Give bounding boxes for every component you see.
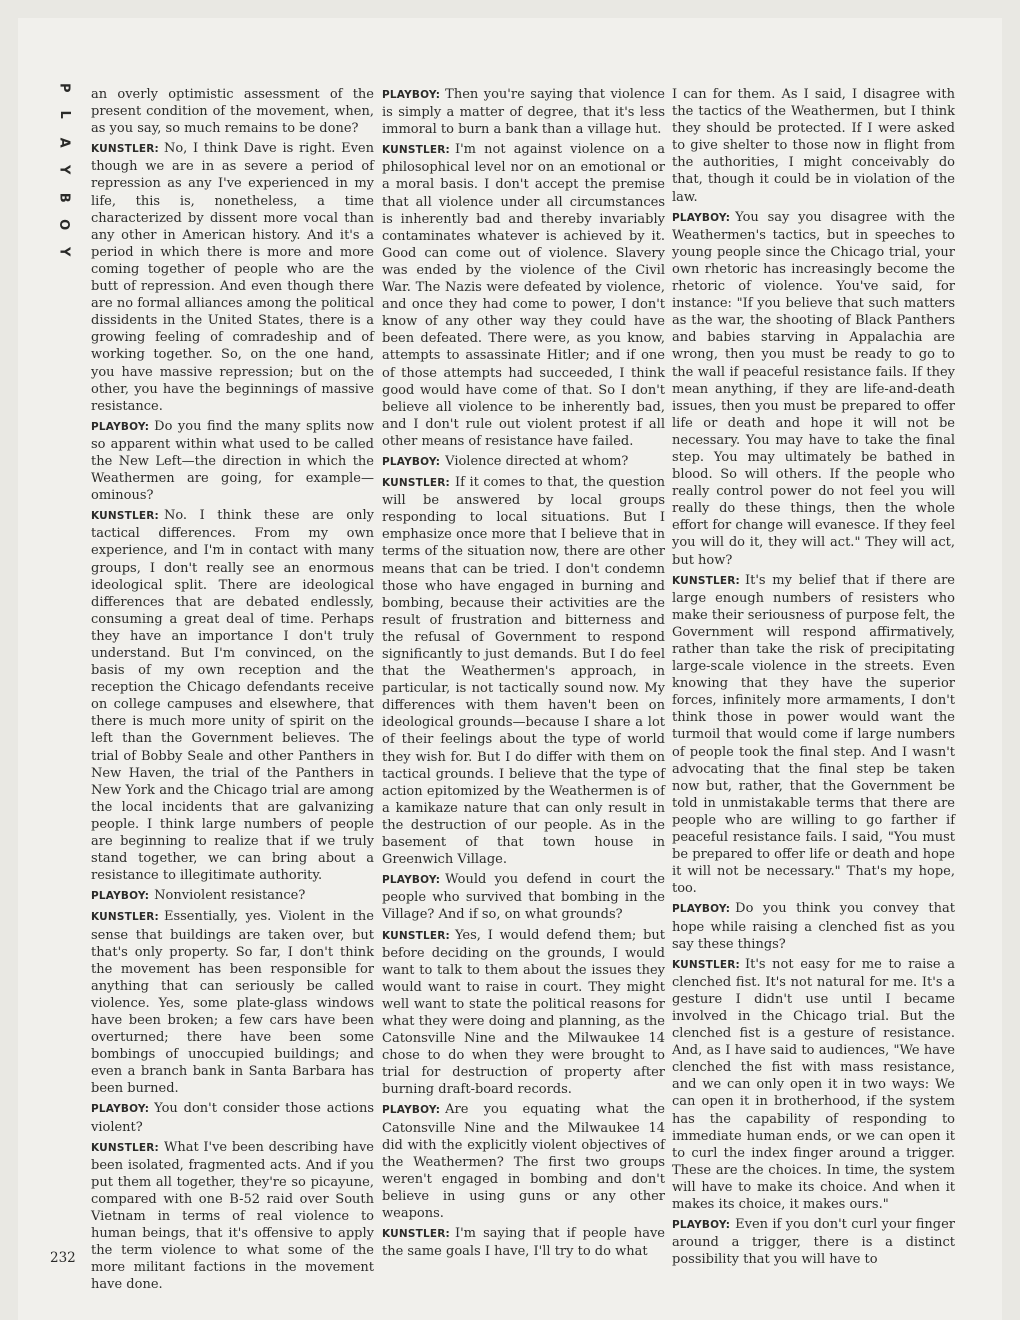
speaker-label: PLAYBOY: — [382, 874, 441, 887]
magazine-page — [18, 18, 1002, 1320]
paragraph-text: Nonviolent resistance? — [154, 888, 306, 904]
paragraph — [672, 209, 955, 569]
speaker-label: PLAYBOY: — [91, 890, 150, 903]
paragraph-text: Even if you don't curl your finger around a trigger, there is a distinct possibility that you will have to — [672, 1217, 955, 1268]
speaker-label: KUNSTLER: — [382, 1228, 450, 1241]
speaker-label: KUNSTLER: — [91, 143, 159, 156]
paragraph — [382, 1225, 665, 1260]
brand-letter: L — [56, 110, 72, 120]
paragraph-text: What I've been describing have been isolated, fragmented acts. And if you put them all together, they're so picayune, compared with one B-52 raid over South Vietnam in terms of real violence to human beings, that it's offensive to apply the term violence to what some of the more militant factions in the movement have done. — [91, 1139, 374, 1293]
paragraph — [91, 908, 374, 1097]
paragraph — [91, 418, 374, 504]
brand-letter: Y — [56, 165, 72, 175]
speaker-label: PLAYBOY: — [382, 455, 441, 468]
paragraph-text: an overly optimistic assessment of the present condition of the movement, when, as you say, so much remains to be done? — [91, 87, 374, 137]
brand-letter: P — [56, 82, 72, 93]
paragraph — [382, 141, 665, 450]
paragraph-text: Yes, I would defend them; but before deciding on the grounds, I would want to talk to them about the issues they would want to raise in court. They might well want to state the political reasons for what they were doing and planning, as the Catonsville Nine and the Milwaukee 14 chose to do when they were brought to trial for destruction of property after burning draft-board records. — [382, 927, 665, 1098]
paragraph — [382, 871, 665, 923]
paragraph-text: No. I think these are only tactical differences. From my own experience, and I'm in contact with many groups, I don't really see an enormous ideological split. There are ideological differences that are debated endlessly, consuming a great deal of time. Perhaps they have an importance I don't truly understand. But I'm convinced, on the basis of my own reception and the reception the Chicago defendants receive on college campuses and elsewhere, that there is much more unity of spirit on the left than the Government believes. The trial of Bobby Seale and other Panthers in New Haven, the trial of the Panthers in New York and the Chicago trial are among the local incidents that are galvanizing people. I think large numbers of people are beginning to realize that if we truly stand together, we can bring about a resistance to illegitimate authority. — [91, 508, 374, 884]
brand-letter: A — [56, 137, 72, 148]
paragraph-text: Essentially, yes. Violent in the sense that buildings are taken over, but that's only property. So far, I don't think the movement has been responsible for anything that can seriously be called violence. Yes, some plate-glass windows have been broken; a few cars have been overturned; there have been some bombings of unoccupied buildings; and even a branch bank in Santa Barbara has been burned. — [91, 909, 374, 1097]
paragraph — [382, 927, 665, 1099]
text-column-3 — [672, 86, 955, 1271]
paragraph — [382, 453, 665, 471]
speaker-label: PLAYBOY: — [382, 1104, 441, 1117]
paragraph-text: I'm saying that if people have the same goals I have, I'll try to do what — [382, 1226, 665, 1260]
speaker-label: KUNSTLER: — [91, 1141, 159, 1154]
paragraph — [672, 956, 955, 1213]
paragraph-text: It's not easy for me to raise a clenched fist. It's not natural for me. It's a gesture I didn't use until I became involved in the Chicago trial. But the clenched fist is a gesture of resistance. And, as I have said to audiences, "We have clenched the fist with mass resistance, and we can only open it in two ways: We can open it in brotherhood, if the system has the capability of responding to immediate human ends, or we can open it to curl the index finger around a trigger. These are the choices. In time, the system will have to make its choice. And when it makes its choice, it makes ours." — [672, 956, 955, 1212]
brand-letter: O — [56, 219, 72, 231]
paragraph-text: You say you disagree with the Weathermen's tactics, but in speeches to young people since the Chicago trial, your own rhetoric has increasingly become the rhetoric of violence. You've said, for instance: "If you believe that such matters as the war, the shooting of Black Panthers and babies starving in Appalachia are wrong, then you must be ready to go to the wall if peaceful resistance fails. If they mean anything, if they are life-and-death issues, then you must be prepared to offer life or death and hope it will not be necessary. You may have to take the final step. You may ultimately be bathed in blood. So will others. If the people who really control power do not feel you will really do these things, then the whole effort for change will evanesce. If they feel you will do it, they will act." They will act, but how? — [672, 209, 955, 568]
paragraph-text: You don't consider those actions violent? — [91, 1101, 374, 1135]
paragraph — [91, 140, 374, 415]
paragraph — [91, 1100, 374, 1135]
brand-letter: B — [56, 192, 72, 203]
paragraph-text: Would you defend in court the people who survived that bombing in the Village? And if so, on what grounds? — [382, 872, 665, 923]
paragraph — [672, 1216, 955, 1268]
paragraph — [672, 900, 955, 952]
paragraph-text: No, I think Dave is right. Even though we are in as severe a period of repression as any I've experienced in my life, this is, nonetheless, a time characterized by dissent more vocal than any other in American history. And it's a period in which there is more and more coming together of people who are the butt of repression. And even though there are no formal alliances among the political dissidents in the United States, there is a growing feeling of comradeship and of working together. So, on the one hand, you have massive repression; but on the other, you have the beginnings of massive resistance. — [91, 141, 374, 414]
paragraph-text: Are you equating what the Catonsville Nine and the Milwaukee 14 did with the explicitly violent objectives of the Weathermen? The first two groups weren't engaged in bombing and don't believe in using guns or any other weapons. — [382, 1102, 665, 1221]
paragraph — [382, 1101, 665, 1222]
speaker-label: PLAYBOY: — [91, 1103, 150, 1116]
speaker-label: PLAYBOY: — [672, 211, 731, 224]
page-number: 232 — [50, 1250, 76, 1266]
paragraph — [672, 86, 955, 206]
speaker-label: KUNSTLER: — [91, 911, 159, 924]
speaker-label: KUNSTLER: — [382, 144, 450, 157]
speaker-label: KUNSTLER: — [672, 958, 740, 971]
speaker-label: KUNSTLER: — [382, 477, 450, 490]
paragraph-text: I can for them. As I said, I disagree with the tactics of the Weathermen, but I think they should be protected. If I were asked to give shelter to those now in flight from the authorities, I might conceivably do that, though it could be in violation of the law. — [672, 87, 955, 205]
paragraph-text: It's my belief that if there are large enough numbers of resisters who make their seriousness of purpose felt, the Government will respond affirmatively, rather than take the risk of precipitating large-scale violence in the streets. Even knowing that they have the superior forces, infinitely more armaments, I don't think those in power would want the turmoil that would come if large numbers of people took the final step. And I wasn't advocating that the final step be taken now but, rather, that the Government be told in unmistakable terms that there are people who are willing to go farther if peaceful resistance fails. I said, "You must be prepared to offer life or death and hope it will not be necessary." That's my hope, too. — [672, 572, 955, 897]
text-column-2 — [382, 86, 665, 1263]
speaker-label: PLAYBOY: — [672, 1219, 731, 1232]
paragraph-text: If it comes to that, the question will be answered by local groups responding to local situations. But I emphasize once more that I believe that in terms of the situation now, there are other means that can be tried. I don't condemn those who have engaged in burning and bombing, because their activities are the result of frustration and bitterness and the refusal of Government to respond significantly to just demands. But I do feel that the Weathermen's approach, in particular, is not tactically sound now. My differences with them haven't been on ideological grounds—because I share a lot of their feelings about the type of world they wish for. But I do differ with them on tactical grounds. I believe that the type of action epitomized by the Weathermen is of a kamikaze nature that can only result in the destruction of our people. As in the basement of that town house in Greenwich Village. — [382, 475, 665, 868]
paragraph-text: Do you think you convey that hope while raising a clenched fist as you say these things? — [672, 901, 955, 952]
speaker-label: KUNSTLER: — [382, 929, 450, 942]
text-column-1 — [91, 86, 374, 1296]
running-head-brand — [54, 74, 74, 266]
brand-letter: Y — [56, 247, 72, 257]
paragraph-text: Violence directed at whom? — [445, 453, 629, 469]
paragraph — [382, 86, 665, 138]
speaker-label: PLAYBOY: — [672, 903, 731, 916]
paragraph-text: Do you find the many splits now so apparent within what used to be called the New Left—the direction in which the Weathermen are going, for example—ominous? — [91, 418, 374, 504]
speaker-label: KUNSTLER: — [672, 574, 740, 587]
speaker-label: PLAYBOY: — [382, 89, 441, 101]
speaker-label: KUNSTLER: — [91, 510, 159, 523]
paragraph — [672, 572, 955, 898]
paragraph — [91, 1139, 374, 1294]
paragraph — [382, 474, 665, 868]
speaker-label: PLAYBOY: — [91, 420, 150, 433]
paragraph — [91, 86, 374, 137]
paragraph-text: Then you're saying that violence is simply a matter of degree, that it's less immoral to burn a bank than a village hut. — [382, 87, 665, 138]
paragraph — [91, 887, 374, 905]
paragraph-text: I'm not against violence on a philosophical level nor on an emotional or a moral basis. I don't accept the premise that all violence under all circumstances is inherently bad and thereby invariably contaminates whatever is achieved by it. Good can come out of violence. Slavery was ended by the violence of the Civil War. The Nazis were defeated by violence, and once they had come to power, I don't know of any other way they could have been defeated. There were, as you know, attempts to assassinate Hitler; and if one of those attempts had succeeded, I think good would have come of that. So I don't believe all violence to be inherently bad, and I don't rule out violent protest if all other means of resistance have failed. — [382, 142, 665, 449]
paragraph — [91, 507, 374, 884]
